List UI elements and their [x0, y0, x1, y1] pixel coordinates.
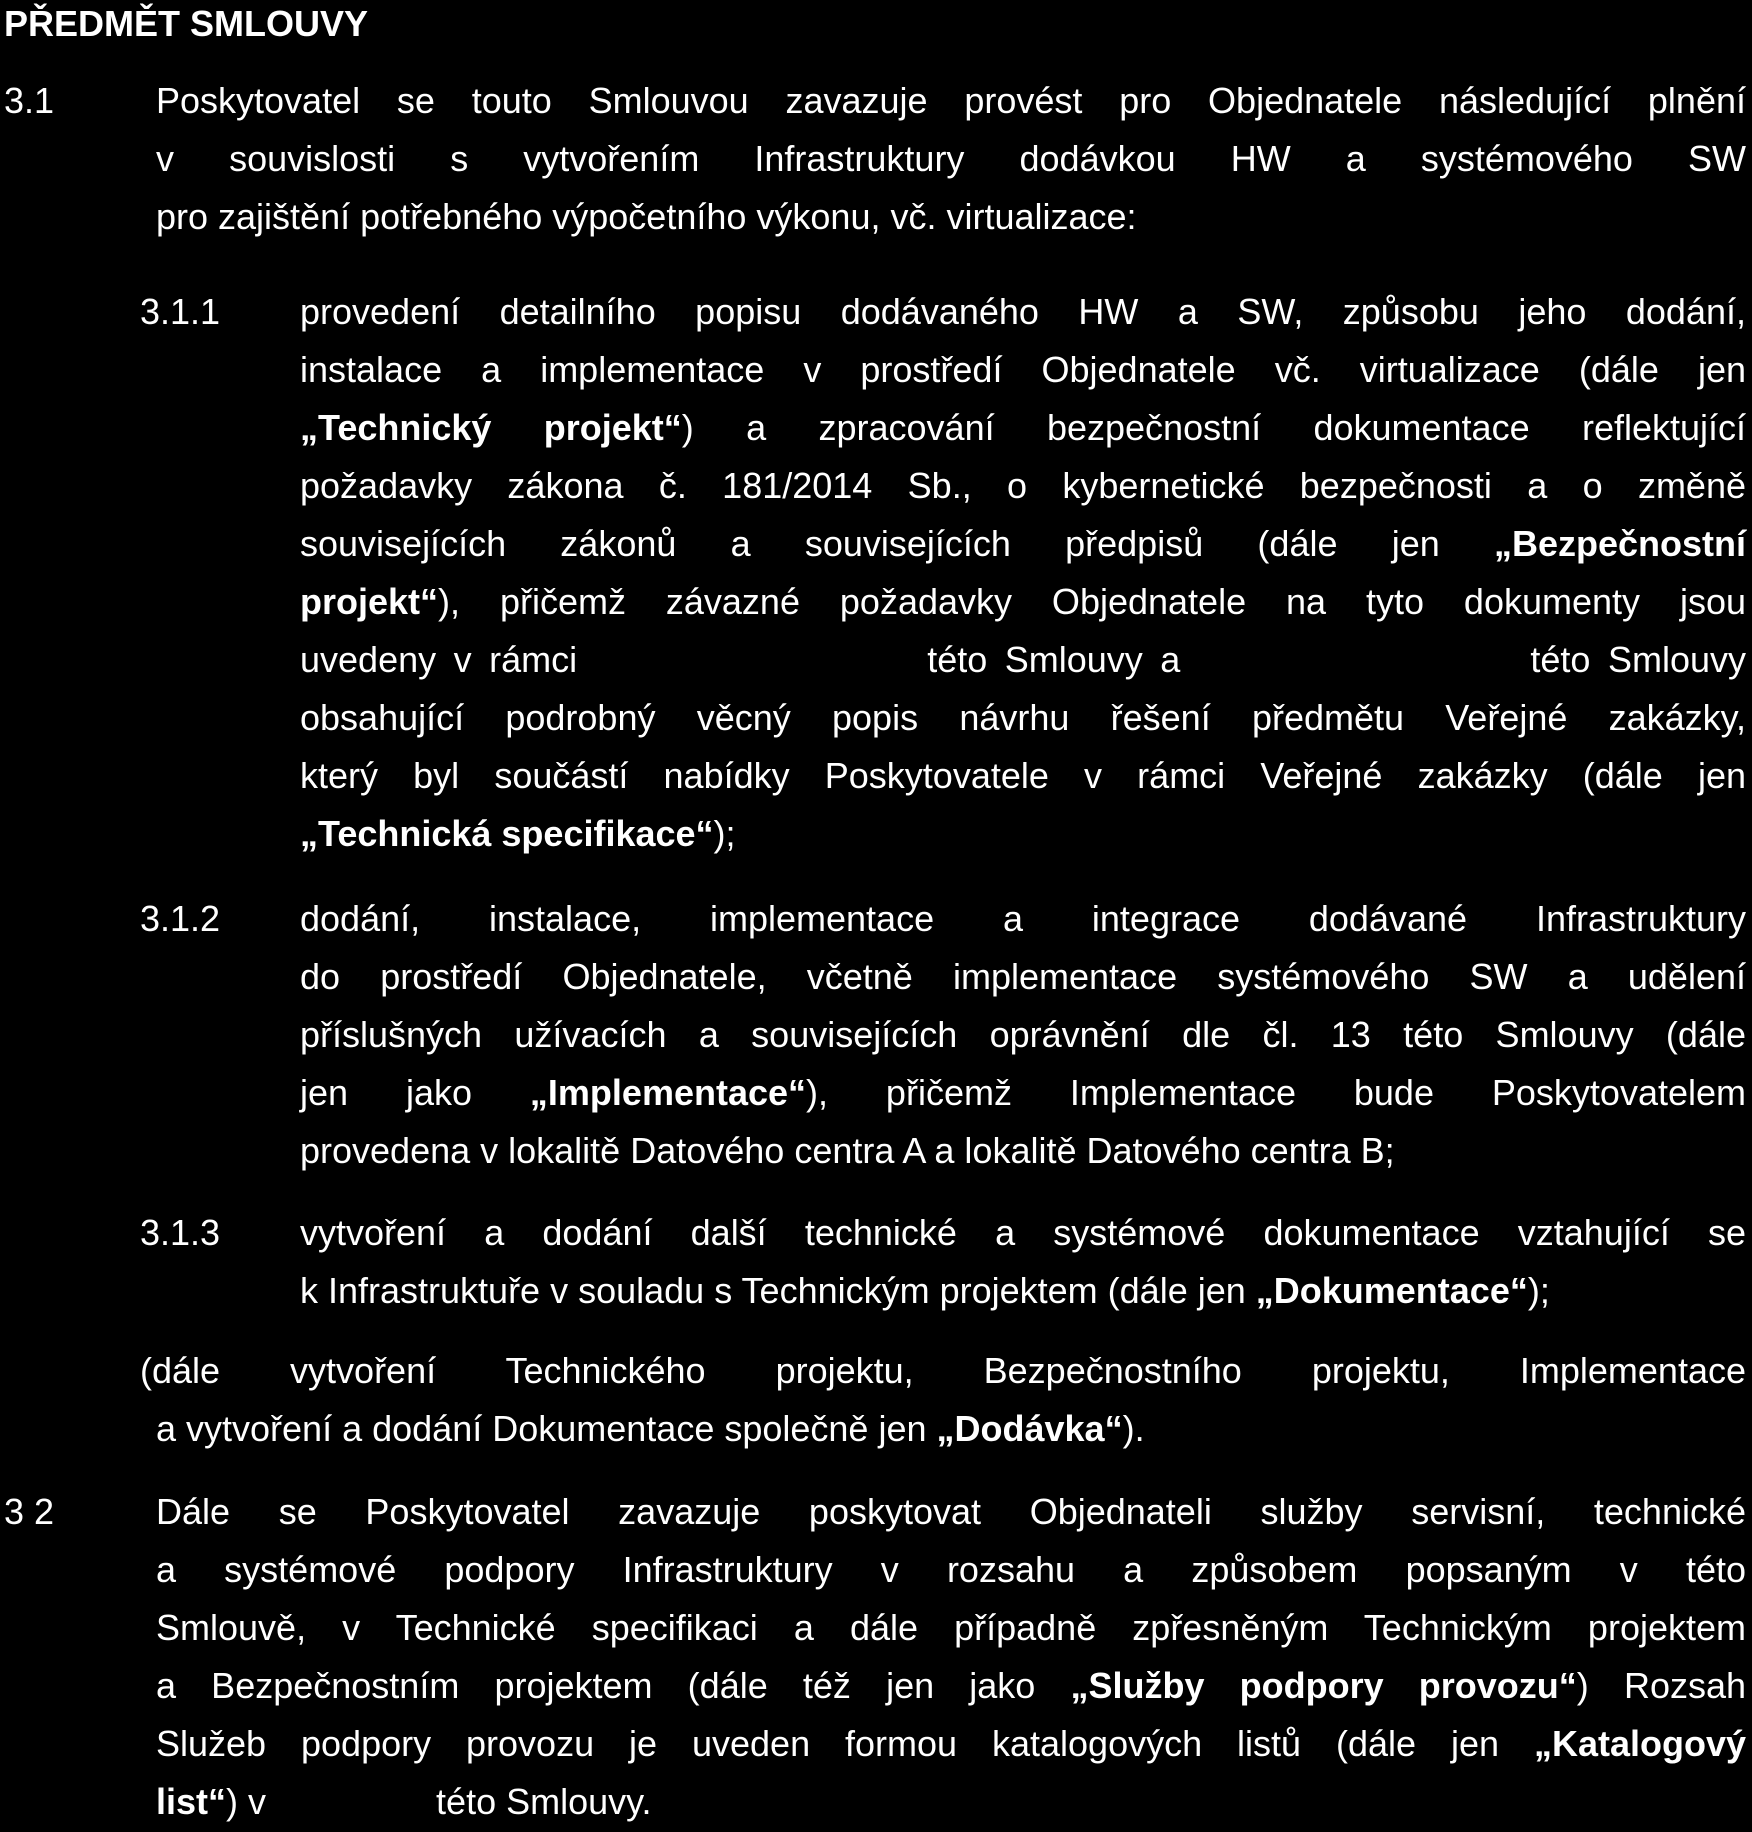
- term-implementace: „Implementace“: [529, 1072, 807, 1113]
- clause-3-1-2-line-3: příslušných užívacích a souvisejících oprávnění dle čl. 13 této Smlouvy (dále: [300, 1014, 1746, 1055]
- clause-3-2-line-1: Dále se Poskytovatel zavazuje poskytovat Objednateli služby servisní, technické: [156, 1491, 1746, 1532]
- clause-3-1-1-line-6: [300, 573, 1746, 631]
- clause-3-1-2-line-1: dodání, instalace, implementace a integrace dodávané Infrastruktury: [300, 898, 1746, 939]
- clause-3-1-1-line-9: který byl součástí nabídky Poskytovatele v rámci Veřejné zakázky (dále jen: [300, 755, 1746, 796]
- clause-3-1-3-line-2-start: k Infrastruktuře v souladu s Technickým projektem (dále jen: [300, 1270, 1256, 1311]
- clause-3-1-text: [156, 72, 1746, 246]
- term-projekt: projekt“: [300, 581, 439, 622]
- clause-3-1-1-line-8: obsahující podrobný věcný popis návrhu řešení předmětu Veřejné zakázky,: [300, 697, 1746, 738]
- clause-3-1-2-text: [300, 890, 1746, 1180]
- clause-3-1-1-text: [300, 283, 1746, 863]
- clause-3-2-line-4-rest: ) Rozsah: [1576, 1665, 1747, 1706]
- clause-3-2-line-3: Smlouvě, v Technické specifikaci a dále případně zpřesněným Technickým projektem: [156, 1607, 1746, 1648]
- clause-3-1-1-line-10-rest: );: [713, 813, 736, 854]
- clause-3-1-2-line-4-start: jen jako: [300, 1072, 530, 1113]
- summary-line-2-rest: ).: [1122, 1408, 1145, 1449]
- term-sluzby-podpory-provozu: „Služby podpory provozu“: [1070, 1665, 1577, 1706]
- term-dodavka: „Dodávka“: [936, 1408, 1123, 1449]
- clause-3-1-1-line-6-rest: ), přičemž závazné požadavky Objednatele na tyto dokumenty jsou: [438, 581, 1746, 622]
- clause-3-1-1-line-1: provedení detailního popisu dodávaného HW a SW, způsobu jeho dodání,: [300, 291, 1746, 332]
- clause-number-3-1-2: 3.1.2: [140, 898, 221, 939]
- clause-3-1-3-line-1: vytvoření a dodání další technické a systémové dokumentace vztahující se: [300, 1212, 1746, 1253]
- term-technicka-specifikace: „Technická specifikace“: [300, 813, 714, 854]
- clause-3-1-3-text: [300, 1204, 1746, 1320]
- clause-number-3-2: 3 2: [4, 1491, 55, 1532]
- clause-3-2-line-6-rest: ) v této Smlouvy.: [226, 1781, 652, 1822]
- clause-3-2-line-5: [156, 1715, 1746, 1773]
- clause-3-1-1-line-4: požadavky zákona č. 181/2014 Sb., o kybernetické bezpečnosti a o změně: [300, 465, 1746, 506]
- term-katalogovy: „Katalogový: [1533, 1723, 1746, 1764]
- clause-3-1-1-line-10: [300, 805, 1746, 863]
- clause-3-1-1-line-5-start: souvisejících zákonů a souvisejících předpisů (dále jen: [300, 523, 1494, 564]
- summary-line-2: [140, 1400, 1746, 1458]
- summary-line-2-start: a vytvoření a dodání Dokumentace společně jen: [156, 1408, 937, 1449]
- clause-3-1-1-line-3-rest: ) a zpracování bezpečnostní dokumentace reflektující: [681, 407, 1747, 448]
- clause-3-2-line-2: a systémové podpory Infrastruktury v rozsahu a způsobem popsaným v této: [156, 1549, 1746, 1590]
- dodavka-summary: [140, 1342, 1746, 1458]
- clause-3-1-3-line-2: [300, 1262, 1746, 1320]
- clause-3-2-line-5-start: Služeb podpory provozu je uveden formou katalogových listů (dále jen: [156, 1723, 1534, 1764]
- clause-3-2-line-6: [156, 1773, 1746, 1831]
- clause-3-1-line-1: Poskytovatel se touto Smlouvou zavazuje provést pro Objednatele následující plnění: [156, 80, 1746, 121]
- clause-3-2-text: [156, 1483, 1746, 1831]
- clause-3-1-2-line-4-rest: ), přičemž Implementace bude Poskytovatelem: [806, 1072, 1746, 1113]
- clause-3-1-line-3: pro zajištění potřebného výpočetního výkonu, vč. virtualizace:: [156, 196, 1137, 237]
- clause-3-1-line-2: v souvislosti s vytvořením Infrastruktury dodávkou HW a systémového SW: [156, 138, 1746, 179]
- term-list: list“: [156, 1781, 227, 1822]
- term-bezpecnostni: „Bezpečnostní: [1493, 523, 1746, 564]
- clause-3-1-1-line-2: instalace a implementace v prostředí Objednatele vč. virtualizace (dále jen: [300, 349, 1746, 390]
- clause-number-3-1-3: 3.1.3: [140, 1212, 221, 1253]
- clause-3-2-line-4: [156, 1657, 1746, 1715]
- clause-3-1-2-line-5: provedena v lokalitě Datového centra A a lokalitě Datového centra B;: [300, 1130, 1395, 1171]
- term-technicky-projekt: „Technický projekt“: [300, 407, 682, 448]
- summary-line-1: (dále vytvoření Technického projektu, Bezpečnostního projektu, Implementace: [140, 1350, 1746, 1391]
- clause-3-1-2-line-2: do prostředí Objednatele, včetně implementace systémového SW a udělení: [300, 956, 1746, 997]
- clause-number-3-1: 3.1: [4, 80, 55, 121]
- clause-3-1-1-line-3: [300, 399, 1746, 457]
- clause-3-1-1-line-5: [300, 515, 1746, 573]
- clause-3-1-3-line-2-rest: );: [1527, 1270, 1550, 1311]
- clause-3-1-2-line-4: [300, 1064, 1746, 1122]
- clause-number-3-1-1: 3.1.1: [140, 291, 221, 332]
- clause-3-2-line-4-start: a Bezpečnostním projektem (dále též jen jako: [156, 1665, 1071, 1706]
- section-heading: PŘEDMĚT SMLOUVY: [4, 3, 369, 44]
- clause-3-1-1-line-7: uvedeny v rámci této Smlouvy a této Smlouvy: [300, 639, 1746, 680]
- term-dokumentace: „Dokumentace“: [1255, 1270, 1528, 1311]
